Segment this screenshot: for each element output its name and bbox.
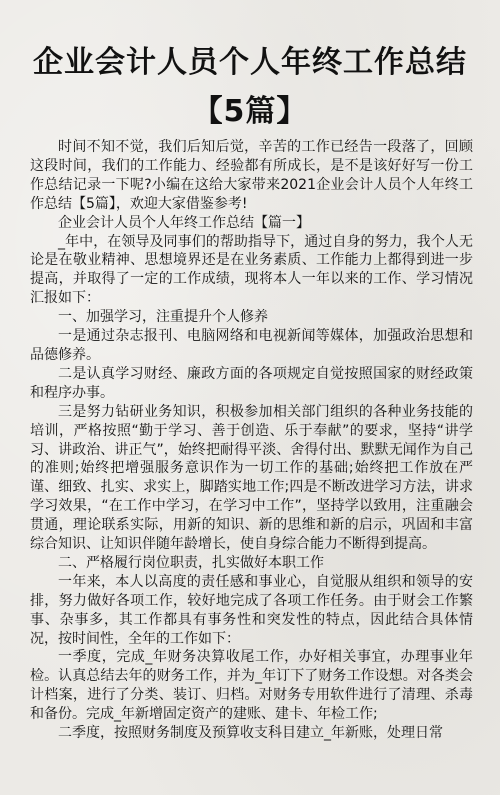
subheading-study: 一、加强学习，注重提升个人修养 <box>58 309 268 326</box>
section-heading-part-one: 企业会计人员个人年终工作总结【篇一】 <box>58 214 310 231</box>
body-paragraph: _年中，在领导及同事们的帮助指导下，通过自身的努力，我个人无论是在敬业精神、思想境界还是在业务素质、工作能力上都得到进一步提高，并取得了一定的工作成绩，现将本人一年以来的工作、学习情况汇报如下： <box>30 233 473 307</box>
body-paragraph: 三是努力钻研业务知识，积极参加相关部门组织的各种业务技能的培训，严格按照“勤于学习、善于创造、乐于奉献”的要求，坚持“讲学习、讲政治、讲正气”，始终把耐得平淡、舍得付出、默默无闻作为自己的准则;始终把增强服务意识作为一切工作的基础;始终把工作放在严谨、细致、扎实、求实上，脚踏实地工作;四是不断改进学习方法，讲求学习效果，“在工作中学习，在学习中工作”，坚持学以致用，注重融会贯通，理论联系实际，用新的知识、新的思维和新的启示，巩固和丰富综合知识、让知识伴随年龄增长，使自身综合能力不断得到提高。 <box>30 403 473 553</box>
body-paragraph: 二季度，按照财务制度及预算收支科目建立_年新账，处理日常 <box>58 725 443 742</box>
document-body <box>30 138 473 743</box>
subheading-duties: 二、严格履行岗位职责，扎实做好本职工作 <box>58 554 324 571</box>
intro-paragraph: 时间不知不觉，我们后知后觉，辛苦的工作已经告一段落了，回顾这段时间，我们的工作能力、经验都有所成长，是不是该好好写一份工作总结记录一下呢?小编在这给大家带来2021企业会计人员个人年终工作总结【5篇】，欢迎大家借鉴参考! <box>30 139 473 212</box>
body-paragraph: 一季度，完成_年财务决算收尾工作，办好相关事宜，办理事业年检。认真总结去年的财务工作，并为_年订下了财务工作设想。对各类会计档案，进行了分类、装订、归档。对财务专用软件进行了清理、杀毒和备份。完成_年新增固定资产的建账、建卡、年检工作; <box>30 649 473 723</box>
body-paragraph: 二是认真学习财经、廉政方面的各项规定自觉按照国家的财经政策和程序办事。 <box>30 365 473 401</box>
document-title: 企业会计人员个人年终工作总结【5篇】 <box>33 45 467 129</box>
body-paragraph: 一是通过杂志报刊、电脑网络和电视新闻等媒体，加强政治思想和品德修养。 <box>30 328 473 363</box>
body-paragraph: 一年来，本人以高度的责任感和事业心，自觉服从组织和领导的安排，努力做好各项工作，较好地完成了各项工作任务。由于财会工作繁事、杂事多，其工作都具有事务性和突发性的特点，因此结合具体情况，按时间性，全年的工作如下： <box>30 573 473 647</box>
